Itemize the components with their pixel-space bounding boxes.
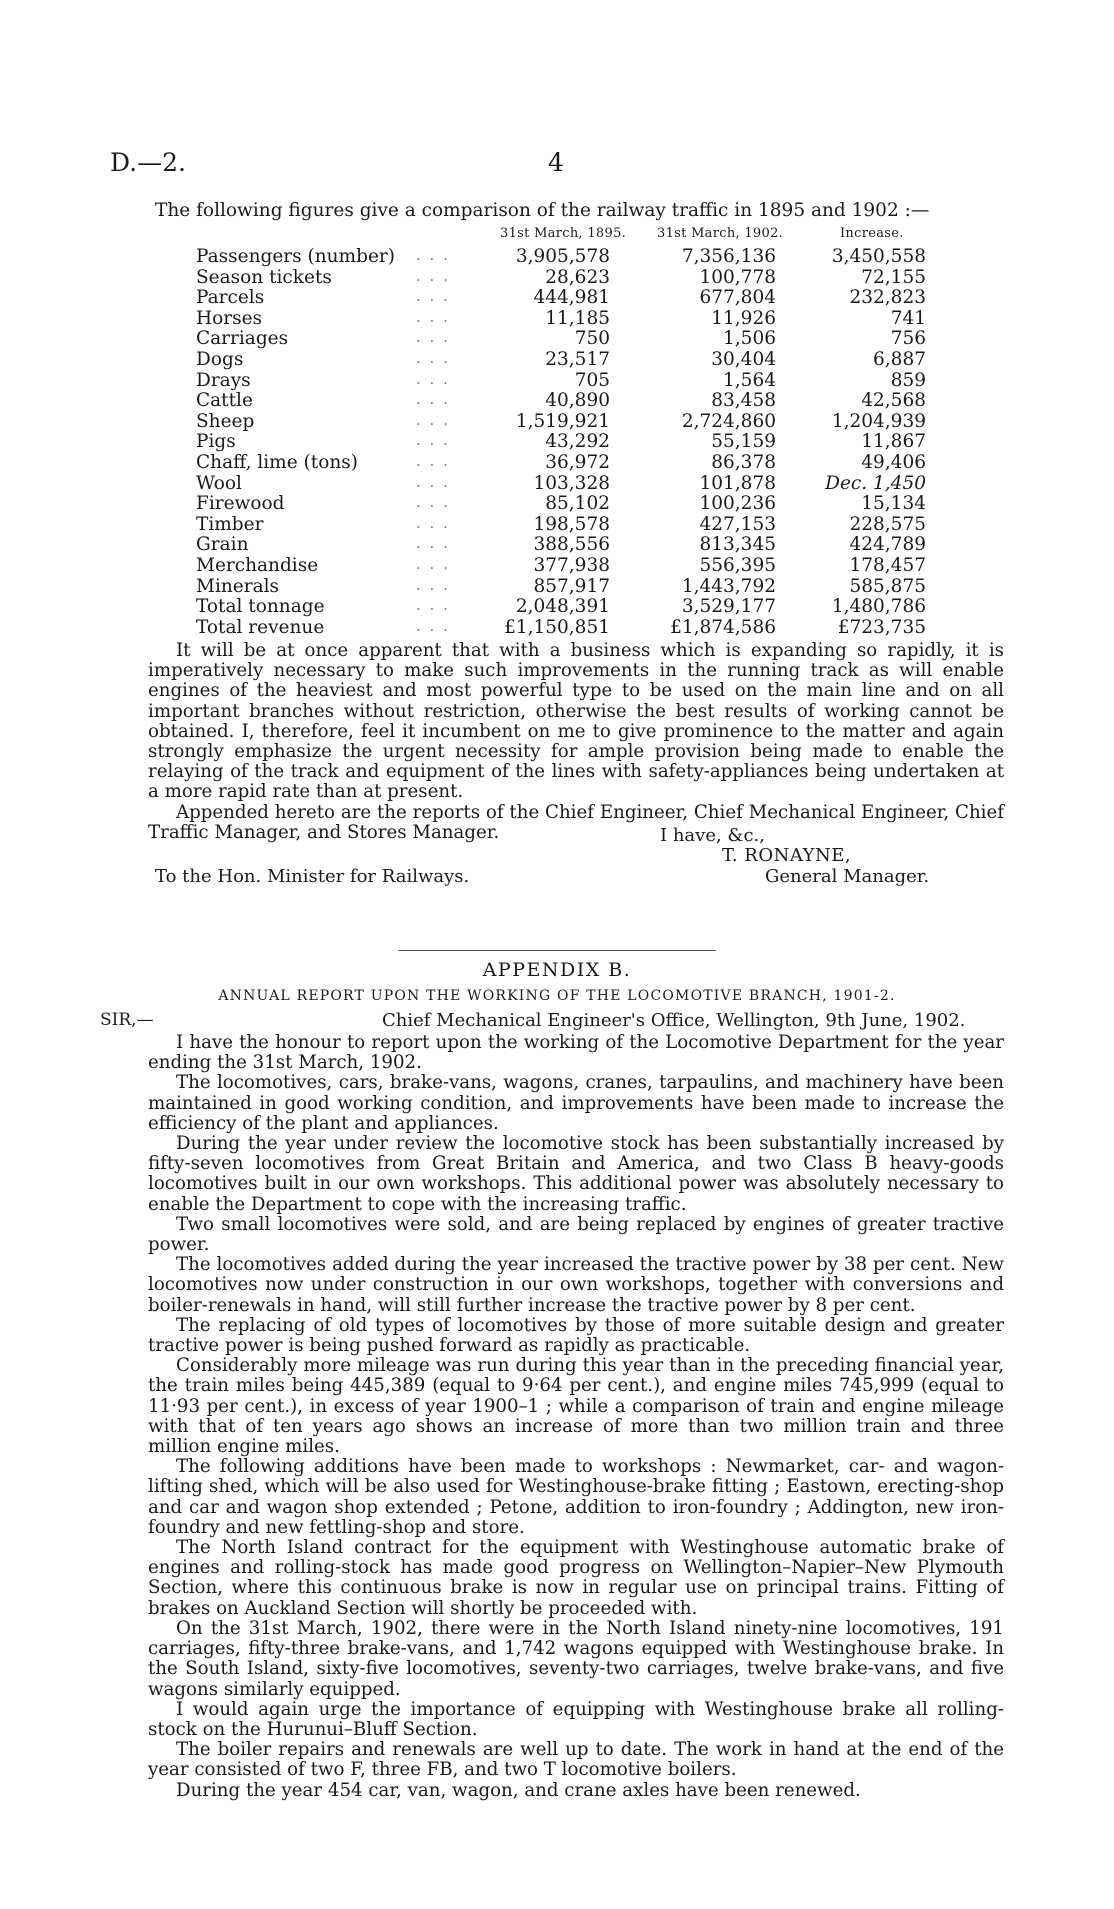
- paragraph: Considerably more mileage was run during this year than in the preceding financial year, the train miles being 445,389 (equal to 9·64 per cent.), and engine miles 745,999 (equal to 11·93 per cent.), in excess of year 1900–1 ; while a comparison of train and engine mileage with that of ten years ago shows an increase of more than two million train and three million engine miles.: [148, 1355, 1004, 1458]
- leader-dots: . . .: [416, 431, 450, 450]
- value-1902: 7,356,136: [681, 246, 776, 267]
- appendix-body: [148, 1033, 1004, 1801]
- leader-dots: . . .: [416, 472, 450, 491]
- value-1895: 377,938: [533, 554, 610, 576]
- value-1895: 28,623: [545, 266, 610, 288]
- paragraph: I would again urge the importance of equipping with Westinghouse brake all rolling-stock on the Hurunui–Bluff Section.: [148, 1698, 1004, 1740]
- row-label: Sheep: [196, 410, 255, 432]
- value-1895: 750: [574, 328, 610, 350]
- value-1895: 3,905,578: [515, 246, 610, 267]
- value-1902: 30,404: [711, 348, 776, 370]
- value-1902: 100,236: [699, 493, 776, 515]
- leader-dots: . . .: [416, 534, 450, 553]
- value-1895: 43,292: [545, 431, 610, 453]
- value-increase: 42,568: [861, 390, 926, 412]
- value-increase: 1,480,786: [831, 596, 926, 618]
- column-header-increase: Increase.: [840, 226, 904, 241]
- row-label: Cattle: [196, 390, 253, 412]
- value-1902: 1,506: [723, 328, 776, 350]
- table-row: [196, 267, 926, 288]
- value-1902: 83,458: [711, 390, 776, 412]
- table-row: [196, 411, 926, 432]
- table-row: [196, 596, 926, 617]
- row-label: Grain: [196, 534, 249, 556]
- value-1895: 444,981: [533, 287, 610, 309]
- value-1902: 556,395: [699, 554, 776, 576]
- value-1902: £1,874,586: [670, 616, 776, 638]
- row-label: Firewood: [196, 493, 285, 515]
- value-1902: 1,564: [723, 369, 776, 391]
- office-dateline: Chief Mechanical Engineer's Office, Wellington, 9th June, 1902.: [382, 1010, 966, 1031]
- value-1895: 40,890: [545, 390, 610, 412]
- leader-dots: . . .: [416, 554, 450, 573]
- leader-dots: . . .: [416, 369, 450, 388]
- value-1902: 1,443,792: [681, 575, 776, 597]
- value-1902: 55,159: [711, 431, 776, 453]
- table-row: [196, 390, 926, 411]
- value-increase: 49,406: [861, 451, 926, 473]
- leader-dots: . . .: [416, 493, 450, 512]
- appendix-subtitle: ANNUAL REPORT UPON THE WORKING OF THE LOCOMOTIVE BRANCH, 1901-2.: [218, 988, 896, 1004]
- paragraph: It will be at once apparent that with a business which is expanding so rapidly, it is imperatively necessary to make such improvements in the running track as will enable engines of the heaviest and most powerful type to be used on the main line and on all important branches without restriction, otherwise the best results of working cannot be obtained. I, therefore, feel it incumbent on me to give prominence to the matter and again strongly emphasize the urgent necessity for ample provision being made to enable the relaying of the track and equipment of the lines with safety-appliances being undertaken at a more rapid rate than at present.: [148, 640, 1004, 803]
- table-row: [196, 576, 926, 597]
- table-row: [196, 246, 926, 267]
- paragraph: Appended hereto are the reports of the Chief Engineer, Chief Mechanical Engineer, Chief Traffic Manager, and Stores Manager.: [148, 801, 1004, 843]
- leader-dots: . . .: [416, 246, 450, 264]
- paragraph: The North Island contract for the equipment with Westinghouse automatic brake of engines and rolling-stock has made good progress on Wellington–Napier–New Plymouth Section, where this continuous brake is now in regular use on principal trains. Fitting of brakes on Auckland Section will shortly be proceeded with.: [148, 1537, 1004, 1619]
- leader-dots: . . .: [416, 410, 450, 429]
- row-label: Season tickets: [196, 266, 332, 288]
- value-1895: 198,578: [533, 513, 610, 535]
- value-increase: Dec. 1,450: [825, 472, 926, 494]
- row-label: Dogs: [196, 348, 244, 370]
- paragraph: The boiler repairs and renewals are well up to date. The work in hand at the end of the year consisted of two F, three FB, and two T locomotive boilers.: [148, 1739, 1004, 1781]
- value-increase: 756: [890, 328, 926, 350]
- paragraph: The locomotives, cars, brake-vans, wagons, cranes, tarpaulins, and machinery have been maintained in good working condition, and improvements have been made to increase the efficiency of the plant and appliances.: [148, 1072, 1004, 1134]
- value-1895: 11,185: [545, 307, 610, 329]
- leader-dots: . . .: [416, 287, 450, 306]
- table-row: [196, 308, 926, 329]
- table-row: [196, 555, 926, 576]
- value-1902: 11,926: [711, 307, 776, 329]
- table-row: [196, 287, 926, 308]
- value-increase: £723,735: [837, 616, 926, 638]
- table-row: [196, 617, 926, 638]
- value-1895: £1,150,851: [504, 616, 610, 638]
- leader-dots: . . .: [416, 307, 450, 326]
- value-increase: 3,450,558: [831, 246, 926, 267]
- value-1902: 101,878: [699, 472, 776, 494]
- row-label: Total tonnage: [196, 596, 325, 618]
- signature-title: General Manager.: [765, 866, 930, 887]
- paragraph: On the 31st March, 1902, there were in the North Island ninety-nine locomotives, 191 carriages, fifty-three brake-vans, and 1,742 wagons equipped with Westinghouse brake. In the South Island, sixty-five locomotives, seventy-two carriages, twelve brake-vans, and five wagons similarly equipped.: [148, 1617, 1004, 1700]
- value-increase: 424,789: [849, 534, 926, 556]
- leader-dots: . . .: [416, 266, 450, 285]
- value-1895: 103,328: [533, 472, 610, 494]
- section-divider: [398, 950, 716, 951]
- row-label: Timber: [196, 513, 264, 535]
- value-1895: 857,917: [533, 575, 610, 597]
- value-increase: 11,867: [861, 431, 926, 453]
- table-row: [196, 328, 926, 349]
- row-label: Horses: [196, 307, 263, 329]
- appendix-title: APPENDIX B.: [482, 959, 632, 981]
- leader-dots: . . .: [416, 575, 450, 594]
- value-increase: 15,134: [861, 493, 926, 515]
- signature-name: T. RONAYNE,: [722, 845, 852, 866]
- row-label: Passengers (number): [196, 246, 395, 267]
- signature-closing: I have, &c.,: [660, 825, 765, 846]
- value-1902: 2,724,860: [681, 410, 776, 432]
- leader-dots: . . .: [416, 616, 450, 635]
- intro-sentence: The following figures give a comparison of the railway traffic in 1895 and 1902 :—: [155, 200, 930, 221]
- value-1895: 36,972: [545, 451, 610, 473]
- value-increase: 72,155: [861, 266, 926, 288]
- table-row: [196, 452, 926, 473]
- paragraph: Two small locomotives were sold, and are being replaced by engines of greater tractive power.: [148, 1213, 1004, 1256]
- value-1895: 23,517: [545, 348, 610, 370]
- row-label: Total revenue: [196, 616, 325, 638]
- table-row: [196, 370, 926, 391]
- table-row: [196, 431, 926, 452]
- value-1902: 677,804: [699, 287, 776, 309]
- value-1902: 427,153: [699, 513, 776, 535]
- value-increase: 6,887: [873, 348, 926, 370]
- traffic-comparison-table: [196, 246, 926, 637]
- value-1902: 813,345: [699, 534, 776, 556]
- leader-dots: . . .: [416, 513, 450, 532]
- table-row: [196, 349, 926, 370]
- value-increase: 859: [890, 369, 926, 391]
- value-increase: 741: [890, 307, 926, 329]
- document-reference: D.—2.: [110, 148, 186, 177]
- column-header-1902: 31st March, 1902.: [657, 226, 784, 241]
- row-label: Drays: [196, 369, 251, 391]
- leader-dots: . . .: [416, 348, 450, 367]
- column-header-1895: 31st March, 1895.: [500, 226, 627, 241]
- value-1895: 85,102: [545, 493, 610, 515]
- page-number: 4: [548, 148, 564, 177]
- value-increase: 232,823: [849, 287, 926, 309]
- table-row: [196, 514, 926, 535]
- value-1902: 3,529,177: [681, 596, 776, 618]
- paragraph: I have the honour to report upon the working of the Locomotive Department for the year ending the 31st March, 1902.: [148, 1032, 1004, 1074]
- value-1902: 86,378: [711, 451, 776, 473]
- paragraph: During the year 454 car, van, wagon, and crane axles have been renewed.: [176, 1779, 861, 1801]
- leader-dots: . . .: [416, 390, 450, 409]
- value-increase: 1,204,939: [831, 410, 926, 432]
- value-1895: 388,556: [533, 534, 610, 556]
- paragraph: The locomotives added during the year increased the tractive power by 38 per cent. New locomotives now under construction in our own workshops, together with conversions and boiler-renewals in hand, will still further increase the tractive power by 8 per cent.: [148, 1254, 1004, 1316]
- addressee: To the Hon. Minister for Railways.: [155, 866, 470, 887]
- paragraph: The replacing of old types of locomotives by those of more suitable design and greater tractive power is being pushed forward as rapidly as practicable.: [148, 1314, 1004, 1357]
- value-1895: 1,519,921: [515, 410, 610, 432]
- value-1902: 100,778: [699, 266, 776, 288]
- value-increase: 178,457: [849, 554, 926, 576]
- row-label: Parcels: [196, 287, 265, 309]
- value-1895: 705: [574, 369, 610, 391]
- row-label: Chaff, lime (tons): [196, 451, 358, 473]
- value-1895: 2,048,391: [515, 596, 610, 618]
- table-row: [196, 534, 926, 555]
- value-increase: 228,575: [849, 513, 926, 535]
- row-label: Pigs: [196, 431, 236, 453]
- leader-dots: . . .: [416, 451, 450, 470]
- value-increase: 585,875: [849, 575, 926, 597]
- row-label: Wool: [196, 472, 242, 494]
- salutation: SIR,—: [100, 1010, 154, 1030]
- row-label: Carriages: [196, 328, 289, 350]
- paragraph: The following additions have been made to workshops : Newmarket, car- and wagon-lifting shed, which will be also used for Westinghouse-brake fitting ; Eastown, erecting-shop and car and wagon shop extended ; Petone, addition to iron-foundry ; Addington, new iron-foundry and new fettling-shop and store.: [148, 1456, 1004, 1538]
- paragraph: During the year under review the locomotive stock has been substantially increased by fifty-seven locomotives from Great Britain and America, and two Class B heavy-goods locomotives built in our own workshops. This additional power was absolutely necessary to enable the Department to cope with the increasing traffic.: [148, 1133, 1004, 1215]
- leader-dots: . . .: [416, 328, 450, 347]
- table-row: [196, 493, 926, 514]
- row-label: Minerals: [196, 575, 280, 597]
- general-manager-remarks: [148, 641, 1004, 843]
- table-row: [196, 473, 926, 494]
- leader-dots: . . .: [416, 596, 450, 615]
- row-label: Merchandise: [196, 554, 319, 576]
